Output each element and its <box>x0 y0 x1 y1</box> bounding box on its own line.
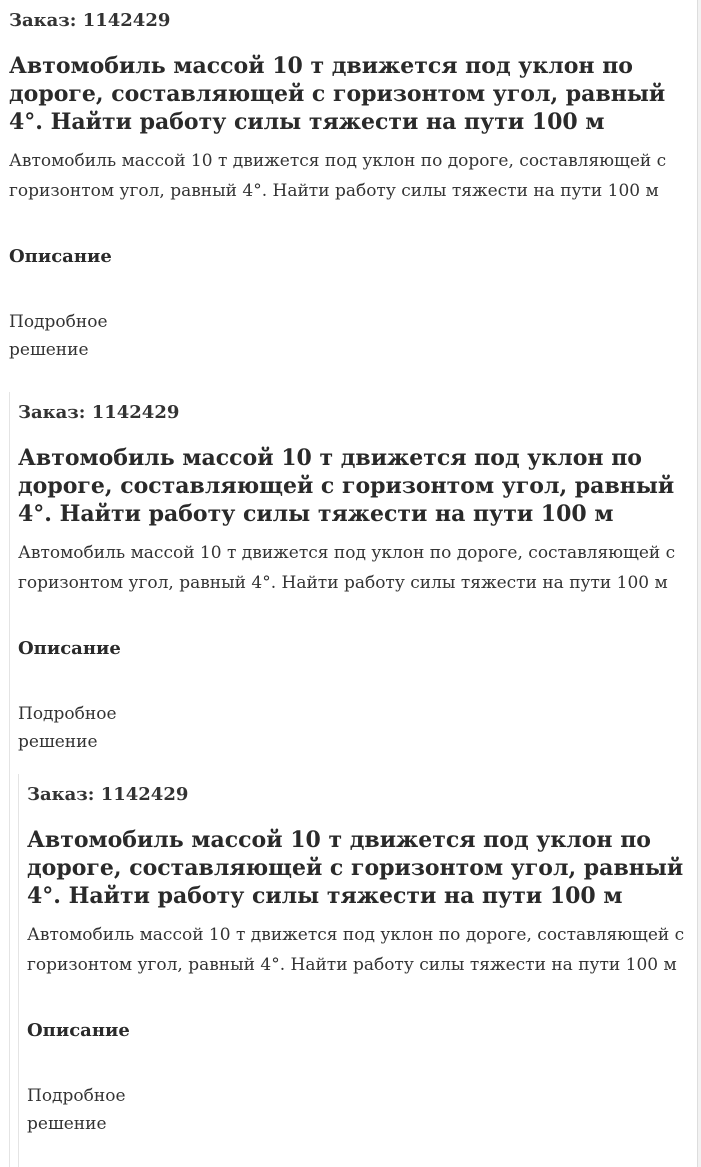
description-heading: Описание <box>18 638 121 659</box>
order-title: Автомобиль массой 10 т движется под уклон по дороге, составляющей с горизонтом угол, равный 4°. Найти работу силы тяжести на пути 100 м <box>27 827 684 909</box>
order-text: Автомобиль массой 10 т движется под уклон по дороге, составляющей с горизонтом угол, равный 4°. Найти работу силы тяжести на пути 100 м <box>18 543 676 593</box>
order-number: Заказ: 1142429 <box>18 402 180 423</box>
divider <box>18 774 19 1167</box>
solution-link[interactable]: Подробное решение <box>18 704 117 752</box>
order-text: Автомобиль массой 10 т движется под уклон по дороге, составляющей с горизонтом угол, равный 4°. Найти работу силы тяжести на пути 100 м <box>9 151 667 201</box>
order-title: Автомобиль массой 10 т движется под уклон по дороге, составляющей с горизонтом угол, равный 4°. Найти работу силы тяжести на пути 100 м <box>9 53 666 135</box>
order-number: Заказ: 1142429 <box>9 10 171 31</box>
solution-link[interactable]: Подробное решение <box>27 1086 126 1134</box>
order-number: Заказ: 1142429 <box>27 784 189 805</box>
order-text: Автомобиль массой 10 т движется под уклон по дороге, составляющей с горизонтом угол, равный 4°. Найти работу силы тяжести на пути 100 м <box>27 925 685 975</box>
description-heading: Описание <box>27 1020 130 1041</box>
solution-link[interactable]: Подробное решение <box>9 312 108 360</box>
divider <box>9 392 10 1167</box>
description-heading: Описание <box>9 246 112 267</box>
order-title: Автомобиль массой 10 т движется под уклон по дороге, составляющей с горизонтом угол, равный 4°. Найти работу силы тяжести на пути 100 м <box>18 445 675 527</box>
